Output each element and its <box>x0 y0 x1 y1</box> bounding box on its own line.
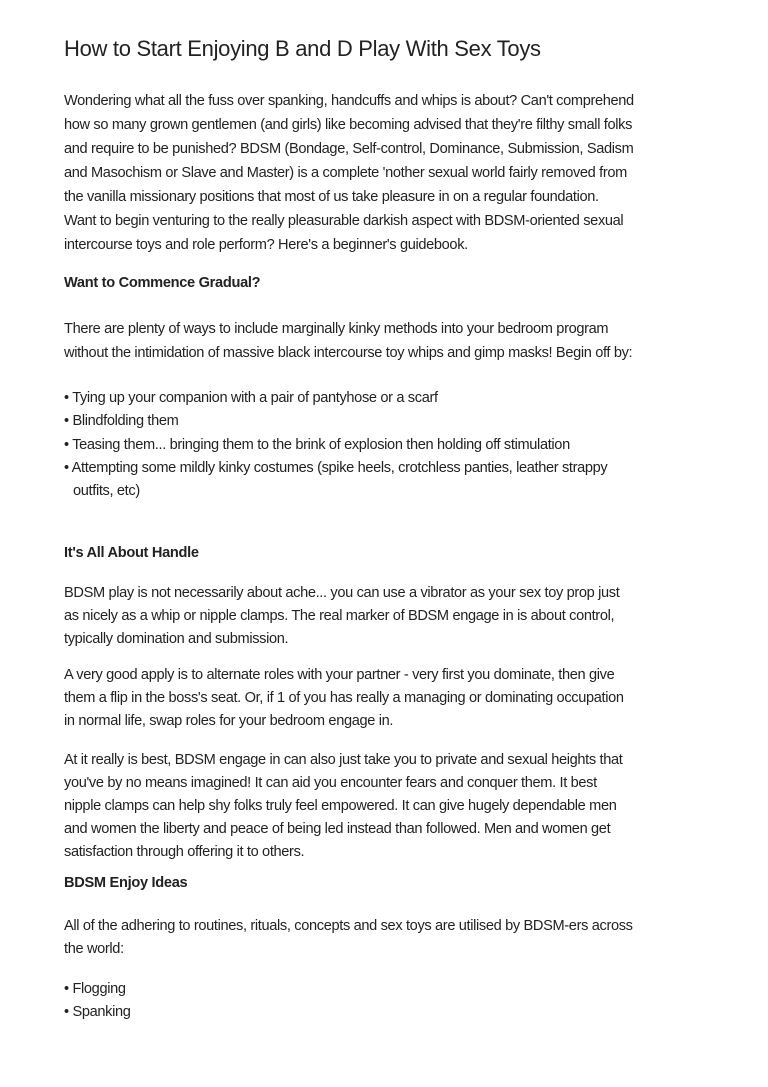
paragraph <box>64 915 633 961</box>
paragraph <box>64 664 624 733</box>
text-line: Want to begin venturing to the really pleasurable darkish aspect with BDSM-oriented sexual <box>64 213 624 229</box>
text-line: without the intimidation of massive black intercourse toy whips and gimp masks! Begin off by: <box>64 345 633 361</box>
text-line: and Masochism or Slave and Master) is a complete 'nother sexual world fairly removed from <box>64 165 627 181</box>
document-title: How to Start Enjoying B and D Play With Sex Toys <box>64 36 541 61</box>
paragraph <box>64 317 632 365</box>
text-line: typically domination and submission. <box>64 631 289 647</box>
text-line: and require to be punished? BDSM (Bondage, Self-control, Dominance, Submission, Sadism <box>64 141 634 157</box>
section-heading: It's All About Handle <box>64 545 199 561</box>
text-line: the vanilla missionary positions that most of us take pleasure in on a regular foundation. <box>64 189 599 205</box>
text-line: There are plenty of ways to include marginally kinky methods into your bedroom program <box>64 321 609 337</box>
text-line: BDSM play is not necessarily about ache... you can use a vibrator as your sex toy prop just <box>64 585 620 601</box>
text-line: and women the liberty and peace of being led instead than followed. Men and women get <box>64 821 611 837</box>
paragraph <box>64 749 622 864</box>
text-line: you've by no means imagined! It can aid you encounter fears and conquer them. It best <box>64 775 597 791</box>
text-line: All of the adhering to routines, rituals, concepts and sex toys are utilised by BDSM-ers across <box>64 918 633 934</box>
text-line: as nicely as a whip or nipple clamps. The real marker of BDSM engage in is about control, <box>64 608 615 624</box>
text-line: intercourse toys and role perform? Here's a beginner's guidebook. <box>64 237 468 253</box>
section-heading: Want to Commence Gradual? <box>64 275 261 291</box>
list-item-continuation: outfits, etc) <box>73 483 140 500</box>
list-item: • Attempting some mildly kinky costumes (spike heels, crotchless panties, leather strappy <box>64 459 608 476</box>
text-line: in normal life, swap roles for your bedroom engage in. <box>64 713 394 729</box>
paragraph <box>64 582 619 651</box>
text-line: the world: <box>64 941 124 957</box>
text-line: nipple clamps can help shy folks truly feel empowered. It can give hugely dependable men <box>64 798 617 814</box>
list-item: • Tying up your companion with a pair of pantyhose or a scarf <box>64 390 438 406</box>
bullet-list <box>64 387 607 503</box>
list-item: • Spanking <box>64 1004 131 1020</box>
bullet-list <box>64 978 131 1024</box>
list-item: • Blindfolding them <box>64 413 179 430</box>
text-line: how so many grown gentlemen (and girls) like becoming advised that they're filthy small folks <box>64 117 633 133</box>
intro-paragraph <box>64 89 634 257</box>
text-line: satisfaction through offering it to others. <box>64 844 305 860</box>
text-line: Wondering what all the fuss over spanking, handcuffs and whips is about? Can't comprehend <box>64 93 634 109</box>
section-heading: BDSM Enjoy Ideas <box>64 875 188 891</box>
text-line: them a flip in the boss's seat. Or, if 1 of you has really a managing or dominating occupation <box>64 690 624 706</box>
list-item: • Teasing them... bringing them to the brink of explosion then holding off stimulation <box>64 436 570 453</box>
text-line: A very good apply is to alternate roles with your partner - very first you dominate, then give <box>64 667 615 683</box>
list-item: • Flogging <box>64 981 126 997</box>
text-line: At it really is best, BDSM engage in can also just take you to private and sexual heights that <box>64 752 623 768</box>
